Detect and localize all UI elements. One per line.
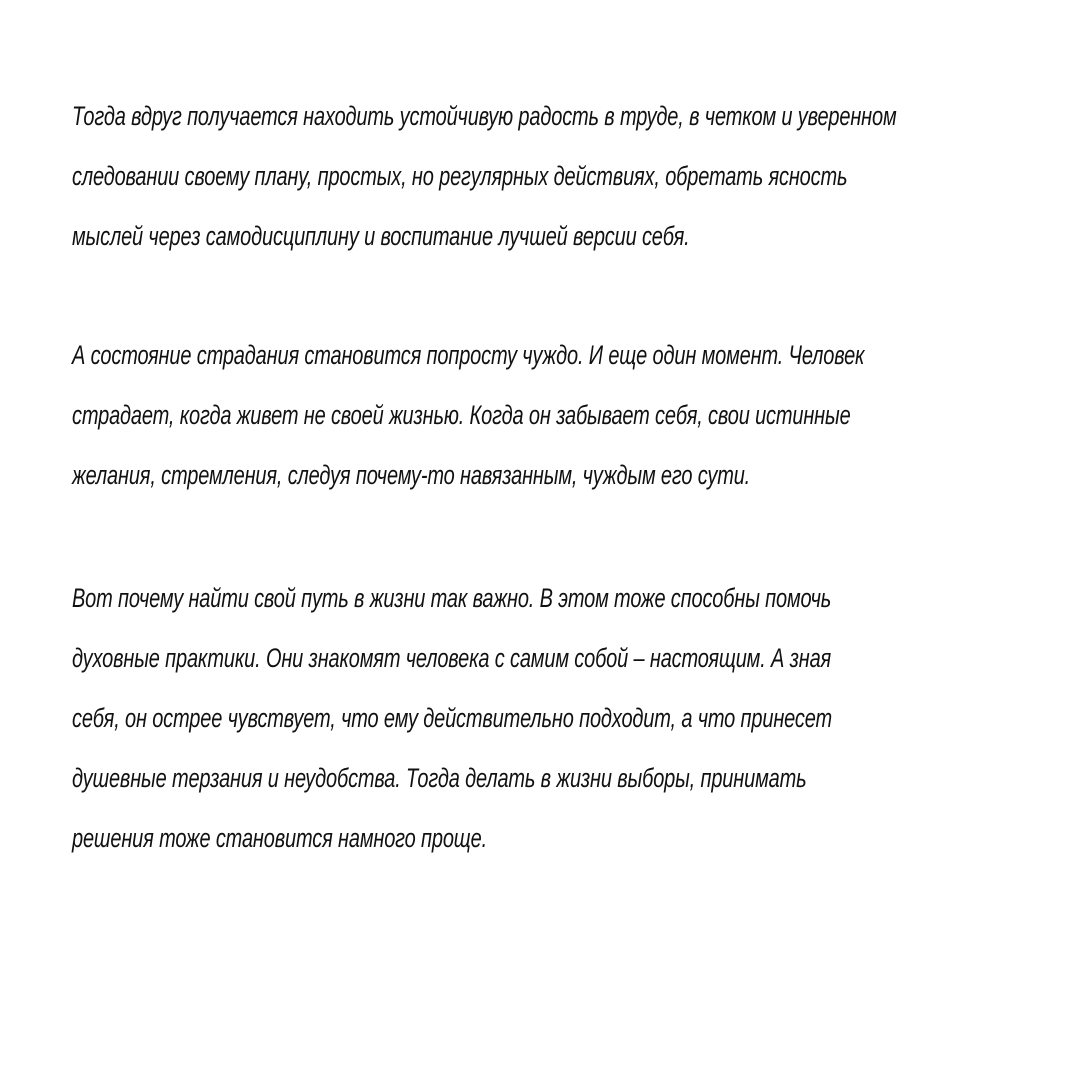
text-line: желания, стремления, следуя почему-то навязанным, чуждым его сути.: [72, 460, 751, 490]
paragraph-3: [72, 568, 1032, 868]
paragraph-2: [72, 325, 1032, 505]
text-line: А состояние страдания становится попросту чуждо. И еще один момент. Человек: [72, 340, 865, 370]
text-line: следовании своему плану, простых, но регулярных действиях, обретать ясность: [72, 161, 848, 191]
text-line: страдает, когда живет не своей жизнью. Когда он забывает себя, свои истинные: [72, 400, 851, 430]
text-line: душевные терзания и неудобства. Тогда делать в жизни выборы, принимать: [72, 763, 807, 793]
text-line: Вот почему найти свой путь в жизни так важно. В этом тоже способны помочь: [72, 583, 832, 613]
text-line: мыслей через самодисциплину и воспитание лучшей версии себя.: [72, 221, 690, 251]
text-line: себя, он острее чувствует, что ему действительно подходит, а что принесет: [72, 703, 832, 733]
text-line: Тогда вдруг получается находить устойчивую радость в труде, в четком и уверенном: [72, 101, 897, 131]
paragraph-1: [72, 86, 1032, 266]
text-line: духовные практики. Они знакомят человека с самим собой – настоящим. А зная: [72, 643, 832, 673]
text-line: решения тоже становится намного проще.: [72, 823, 488, 853]
